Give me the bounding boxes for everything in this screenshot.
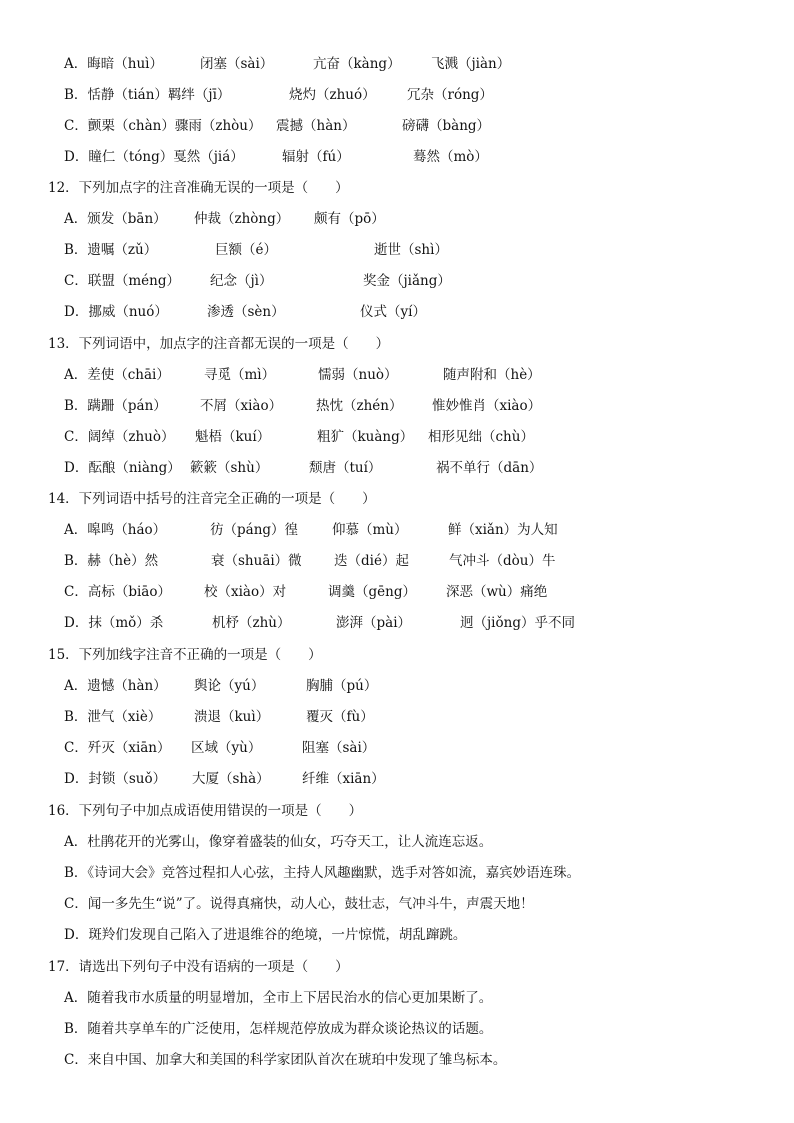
q11-a-word-2: 闭塞（sài） [200,56,274,72]
q17-option-b: B．随着共享单车的广泛使用，怎样规范停放成为群众谈论热议的话题。 [64,1021,493,1037]
q14-a-word-3: 仰慕（mù） [332,522,408,538]
q12-b-word-3: 逝世（shì） [374,242,448,258]
q13-b-word-1: B．蹒跚（pán） [64,398,167,414]
q14-d-word-2: 机杼（zhù） [212,615,291,631]
q12-c-word-3: 奖金（jiǎng） [363,273,451,289]
q12-a-word-1: A．颁发（bān） [64,211,167,227]
q12-d-word-2: 渗透（sèn） [207,304,285,320]
q16-option-c: C．闻一多先生“说”了。说得真痛快，动人心，鼓壮志，气冲斗牛，声震天地！ [64,896,534,912]
q14-b-word-1: B．赫（hè）然 [64,553,159,569]
q15-b-word-2: 溃退（kuì） [194,709,270,725]
q11-a-word-3: 亢奋（kàng） [313,56,401,72]
q11-d-word-2: 辐射（fú） [282,149,350,165]
q14-a-word-1: A．嗥鸣（háo） [64,522,167,538]
q13-d-word-2: 簌簌（shù） [190,460,269,476]
q11-b-word-1: B．恬静（tián）羁绊（jī） [64,87,231,103]
q15-d-word-3: 纤维（xiān） [302,771,385,787]
q15-d-word-1: D．封锁（suǒ） [64,771,167,787]
q14-c-word-1: C．高标（biāo） [64,584,171,600]
q11-a-word-4: 飞溅（jiàn） [431,56,511,72]
q12-b-word-1: B．遗嘱（zǔ） [64,242,158,258]
q12-d-word-1: D．挪威（nuó） [64,304,168,320]
q13-c-word-1: C．阔绰（zhuò） [64,429,175,445]
q13-a-word-1: A．差使（chāi） [64,367,170,383]
q14-c-word-2: 校（xiào）对 [204,584,287,600]
q14-stem: 14．下列词语中括号的注音完全正确的一项是（ ） [48,491,376,507]
q15-d-word-2: 大厦（shà） [192,771,270,787]
q15-stem: 15．下列加线字注音不正确的一项是（ ） [48,647,322,663]
q14-c-word-4: 深恶（wù）痛绝 [446,584,548,600]
q13-b-word-2: 不屑（xiào） [200,398,283,414]
q12-a-word-3: 颇有（pō） [314,211,385,227]
q12-b-word-2: 巨额（é） [215,242,277,258]
q14-c-word-3: 调羹（gēng） [328,584,416,600]
q11-d-word-3: 蓦然（mò） [413,149,488,165]
q12-a-word-2: 仲裁（zhòng） [194,211,290,227]
q13-d-word-4: 祸不单行（dān） [436,460,543,476]
q13-b-word-3: 热忱（zhén） [316,398,403,414]
q15-b-word-1: B．泄气（xiè） [64,709,162,725]
q14-b-word-3: 迭（dié）起 [334,553,409,569]
q13-a-word-3: 懦弱（nuò） [318,367,398,383]
q14-d-word-3: 澎湃（pài） [336,615,412,631]
q11-c-word-2: 震撼（hàn） [276,118,356,134]
q14-d-word-1: D．抹（mǒ）杀 [64,615,164,631]
q14-a-word-4: 鲜（xiǎn）为人知 [448,522,558,538]
q13-c-word-3: 粗犷（kuàng） [317,429,414,445]
q13-c-word-2: 魁梧（kuí） [195,429,271,445]
q11-c-word-1: C．颤栗（chàn）骤雨（zhòu） [64,118,262,134]
q15-a-word-1: A．遗憾（hàn） [64,678,167,694]
q16-option-d: D．斑羚们发现自己陷入了进退维谷的绝境，一片惊慌，胡乱蹿跳。 [64,927,467,943]
q15-a-word-2: 舆论（yú） [194,678,265,694]
q14-b-word-2: 衰（shuāi）微 [211,553,302,569]
q11-b-word-2: 烧灼（zhuó） [289,87,376,103]
q15-c-word-1: C．歼灭（xiān） [64,740,171,756]
q11-d-word-1: D．瞳仁（tóng）戛然（jiá） [64,149,244,165]
q13-b-word-4: 惟妙惟肖（xiào） [432,398,542,414]
q11-b-word-3: 冗杂（róng） [407,87,493,103]
q14-b-word-4: 气冲斗（dòu）牛 [449,553,556,569]
q16-option-a: A．杜鹃花开的光雾山，像穿着盛装的仙女，巧夺天工，让人流连忘返。 [64,834,493,850]
q12-c-word-2: 纪念（jì） [210,273,273,289]
q13-d-word-3: 颓唐（tuí） [309,460,382,476]
q11-a-word-1: A．晦暗（huì） [64,56,163,72]
q16-stem: 16．下列句子中加点成语使用错误的一项是（ ） [48,803,363,819]
q13-stem: 13．下列词语中，加点字的注音都无误的一项是（ ） [48,336,390,352]
q11-c-word-3: 磅礴（bàng） [402,118,491,134]
q14-a-word-2: 彷（páng）徨 [210,522,299,538]
q12-d-word-3: 仪式（yí） [360,304,426,320]
q15-b-word-3: 覆灭（fù） [306,709,374,725]
q13-a-word-2: 寻觅（mì） [204,367,276,383]
q13-d-word-1: D．酝酿（niàng） [64,460,181,476]
q13-a-word-4: 随声附和（hè） [443,367,541,383]
q17-stem: 17．请选出下列句子中没有语病的一项是（ ） [48,959,349,975]
q17-option-a: A．随着我市水质量的明显增加，全市上下居民治水的信心更加果断了。 [64,990,493,1006]
q16-option-b: B．《诗词大会》竞答过程扣人心弦，主持人风趣幽默，选手对答如流，嘉宾妙语连珠。 [64,865,581,881]
q12-stem: 12．下列加点字的注音准确无误的一项是（ ） [48,180,349,196]
q14-d-word-4: 迥（jiǒng）乎不同 [460,615,575,631]
q13-c-word-4: 相形见绌（chù） [428,429,534,445]
q17-option-c: C．来自中国、加拿大和美国的科学家团队首次在琥珀中发现了雏鸟标本。 [64,1052,507,1068]
q15-c-word-3: 阻塞（sài） [302,740,376,756]
q12-c-word-1: C．联盟（méng） [64,273,180,289]
q15-a-word-3: 胸脯（pú） [306,678,378,694]
q15-c-word-2: 区域（yù） [191,740,262,756]
